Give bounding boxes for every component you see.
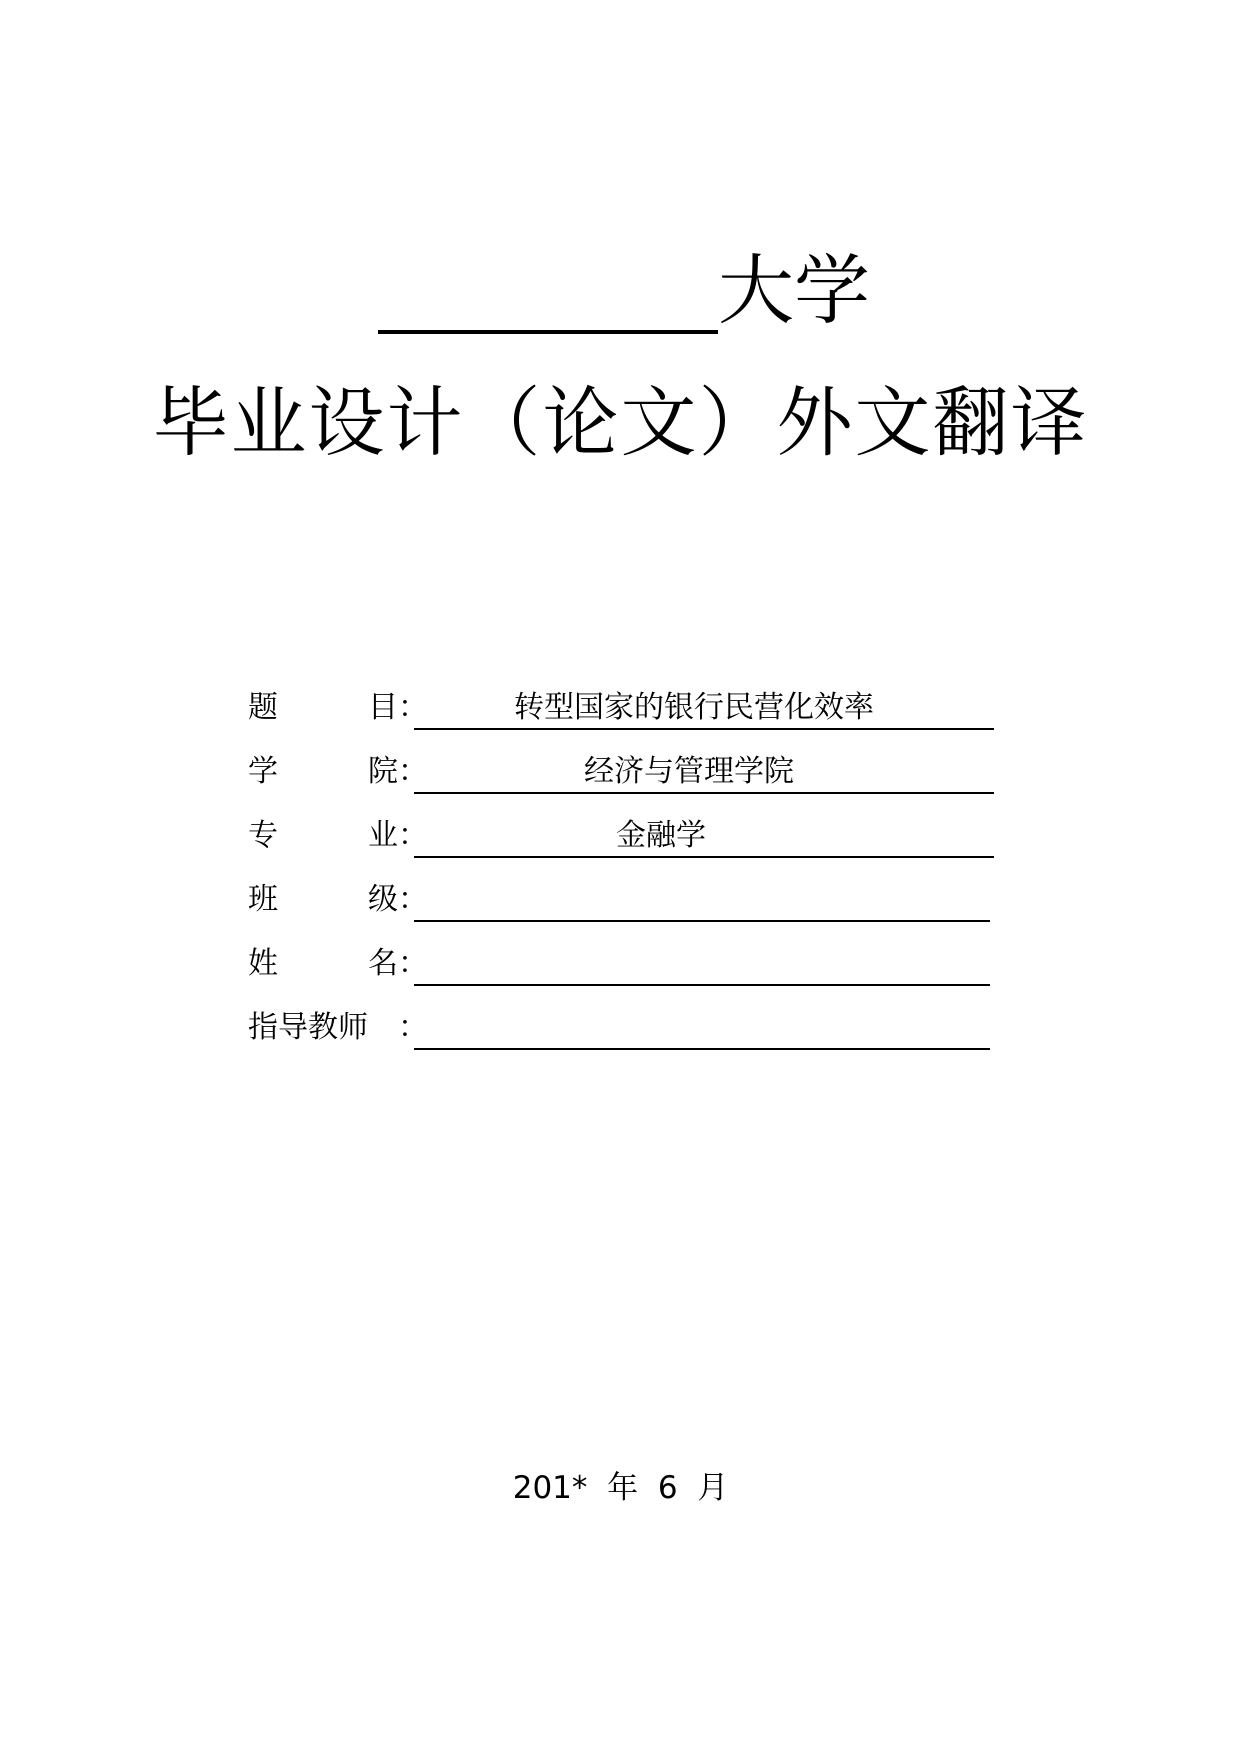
- field-major-label: [248, 814, 416, 858]
- field-topic: [248, 686, 1008, 730]
- field-topic-value: 转型国家的银行民营化效率: [514, 690, 874, 725]
- document-title: 毕业设计（论文）外文翻译: [152, 378, 1089, 467]
- field-name-underline: [414, 942, 990, 986]
- cover-date: 201* 年 6 月: [512, 1470, 729, 1506]
- field-major: [248, 814, 1008, 858]
- field-name-label-char-1: 姓: [248, 946, 278, 981]
- field-college-colon: ：: [398, 754, 428, 789]
- field-major-label-char-2: 业: [368, 818, 398, 853]
- field-topic-label: [248, 686, 416, 730]
- field-name-label-char-2: 名: [368, 946, 398, 981]
- field-class-underline: [414, 878, 990, 922]
- field-topic-label-char-1: 题: [248, 690, 278, 725]
- field-class-label: [248, 878, 416, 922]
- field-college-value: 经济与管理学院: [584, 754, 794, 789]
- field-class-colon: ：: [398, 882, 428, 917]
- field-advisor-label-text: 指导教师: [248, 1010, 368, 1045]
- field-major-colon: ：: [398, 818, 428, 853]
- field-topic-label-char-2: 目: [368, 690, 398, 725]
- field-class: [248, 878, 1008, 922]
- field-name-colon: ：: [398, 946, 428, 981]
- field-class-label-char-2: 级: [368, 882, 398, 917]
- field-college: [248, 750, 1008, 794]
- field-advisor-underline: [414, 1006, 990, 1050]
- field-class-label-char-1: 班: [248, 882, 278, 917]
- field-advisor-label: [248, 1006, 398, 1050]
- field-college-label-char-1: 学: [248, 754, 278, 789]
- field-major-value: 金融学: [616, 818, 706, 853]
- university-suffix: 大学: [718, 246, 870, 335]
- field-name-label: [248, 942, 416, 986]
- field-major-label-char-1: 专: [248, 818, 278, 853]
- field-college-label: [248, 750, 416, 794]
- field-advisor-colon: ：: [398, 1010, 428, 1045]
- field-college-label-char-2: 院: [368, 754, 398, 789]
- field-advisor: [248, 1006, 1008, 1050]
- university-name-blank: [378, 250, 718, 334]
- field-topic-colon: ：: [398, 690, 428, 725]
- field-name: [248, 942, 1008, 986]
